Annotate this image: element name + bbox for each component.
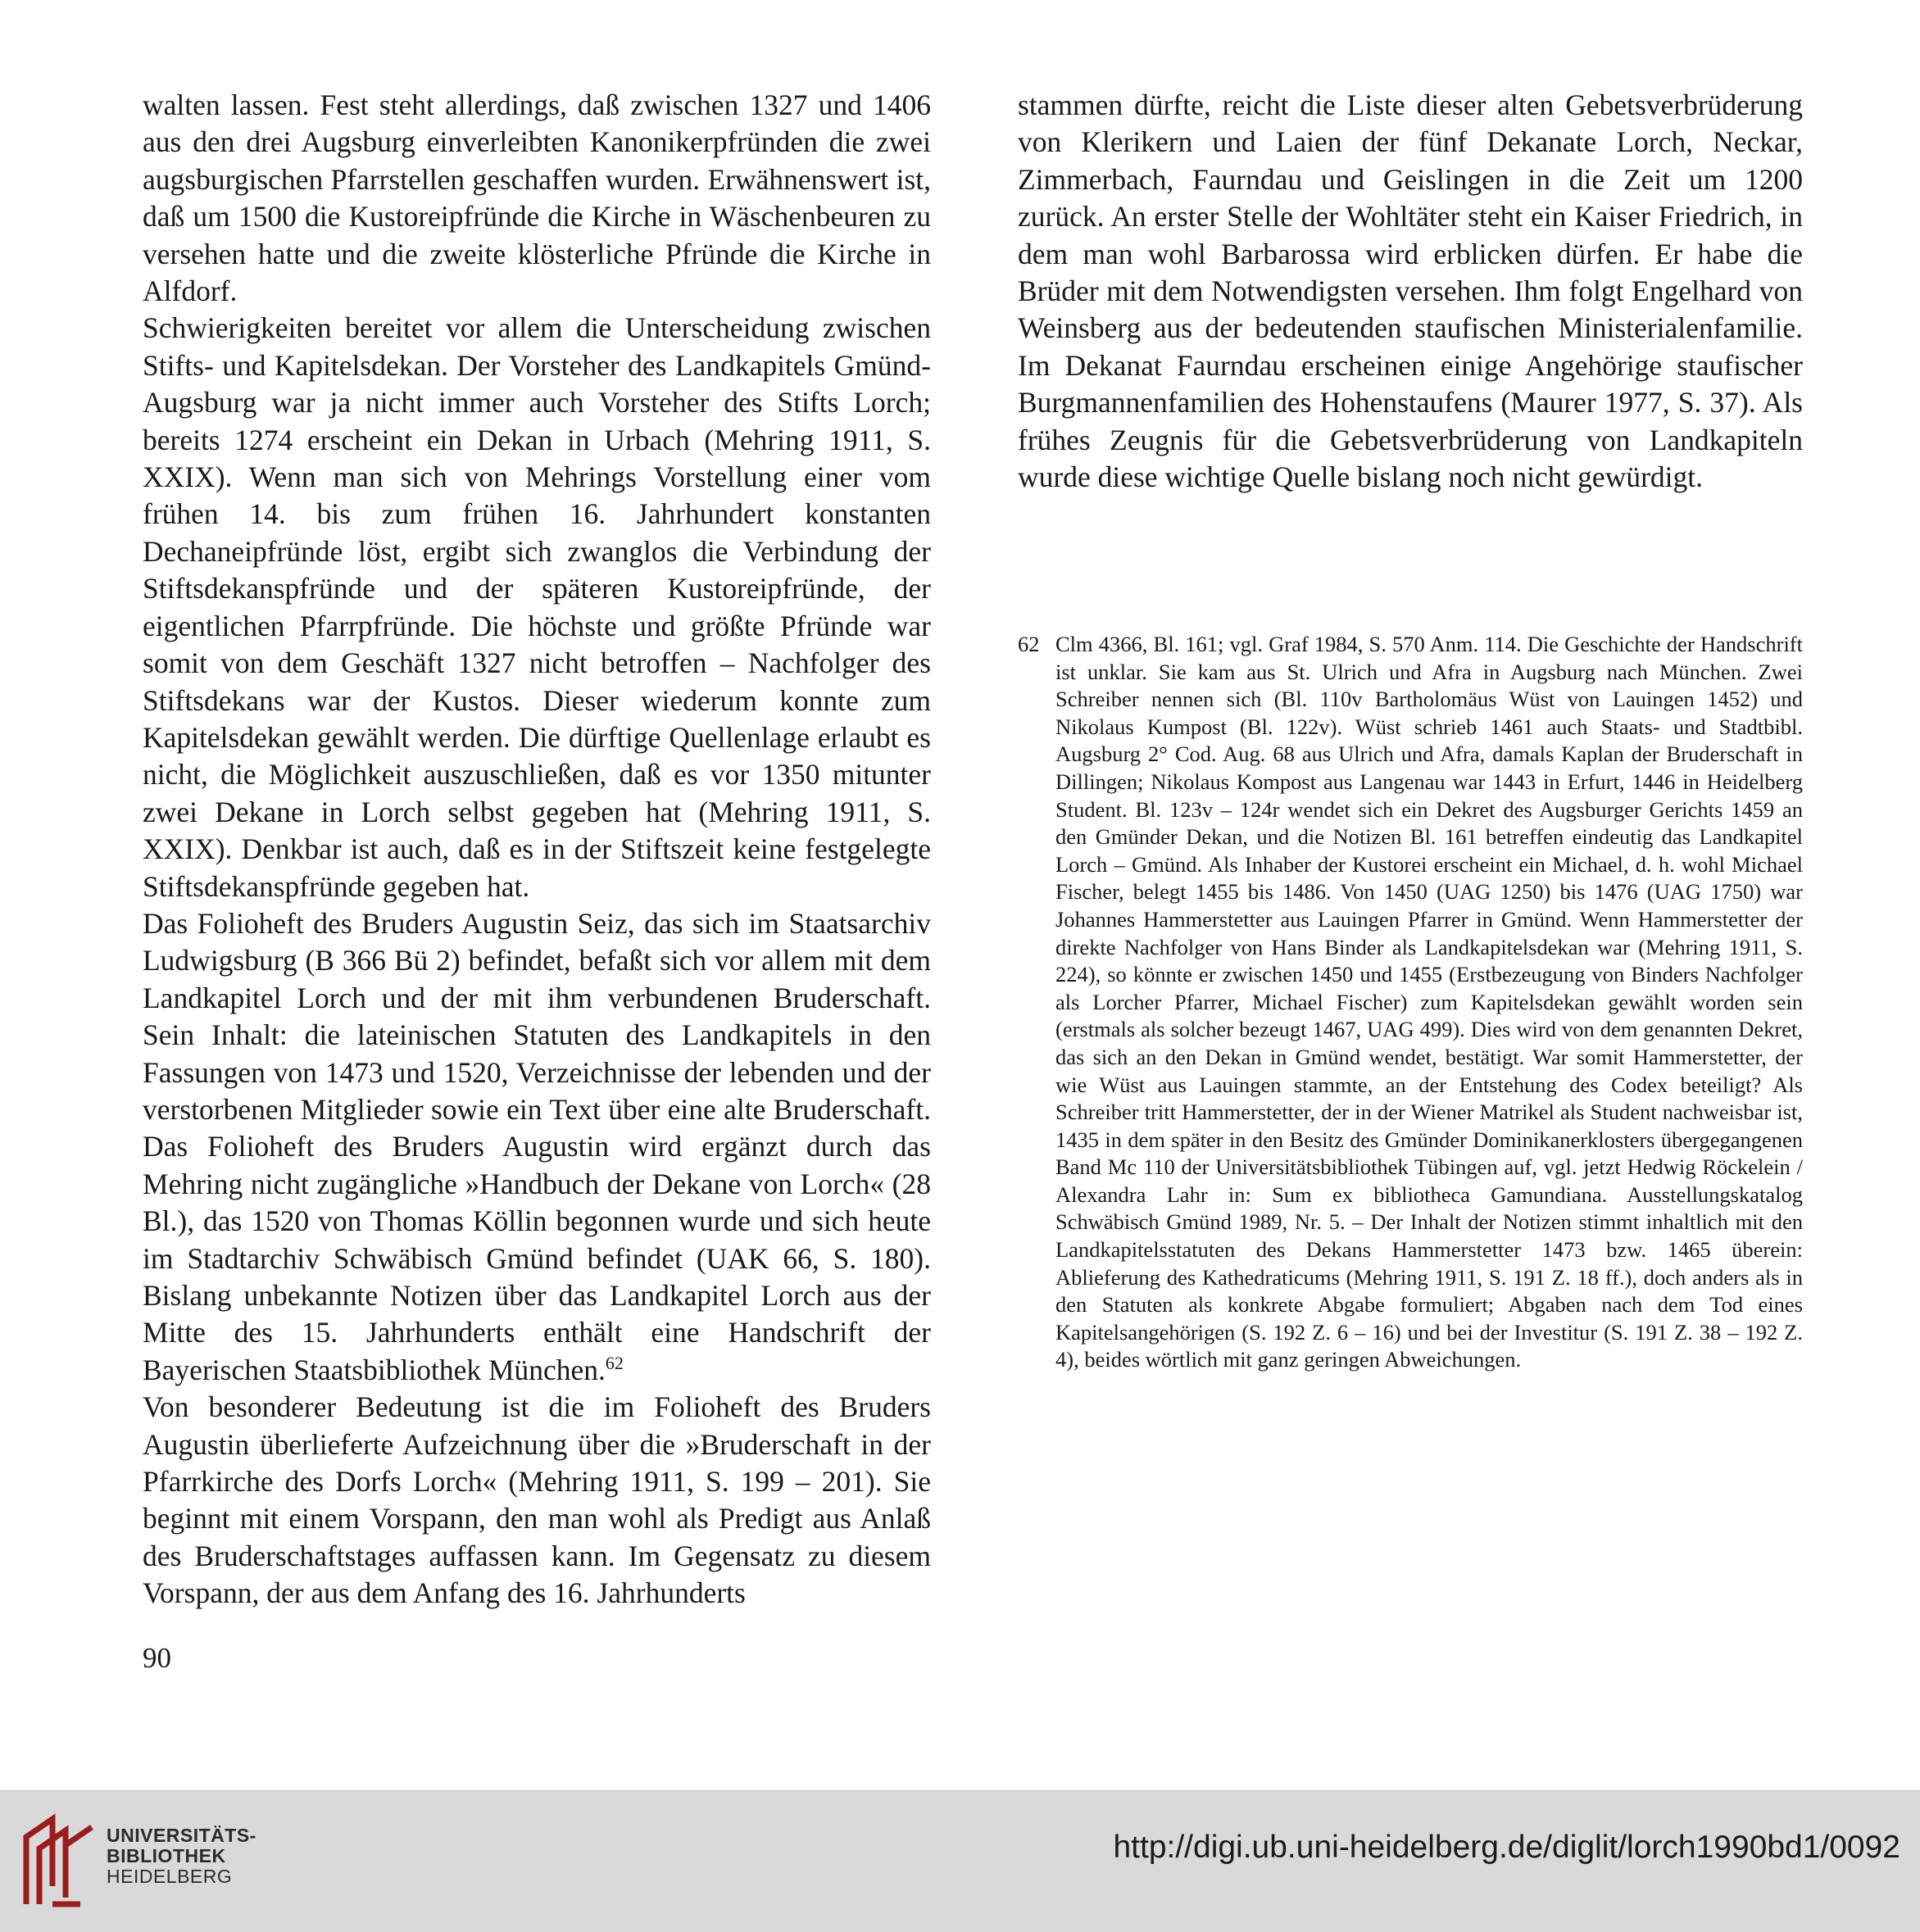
paragraph-text: Das Folioheft des Bruders Augustin Seiz, das sich im Staatsarchiv Ludwigsburg (B 366 Bü 2) befindet, befaßt sich vor allem mit dem Landkapitel Lorch und der mit ihm verbundenen Bruderschaft. Sein Inhalt: die lateinischen Statuten des Landkapitels in den Fassungen von 1473 und 1520, Verzeichnisse der lebenden und der verstorbenen Mitglieder sowie ein Text über eine alte Bruderschaft. Das Folioheft des Bruders Augustin wird ergänzt durch das Mehring nicht zugängliche »Handbuch der Dekane von Lorch« (28 Bl.), das 1520 von Thomas Köllin begonnen wurde und sich heute im Stadtarchiv Schwäbisch Gmünd befindet (UAK 66, S. 180). Bislang unbekannte Notizen über das Landkapitel Lorch aus der Mitte des 15. Jahrhunderts enthält eine Handschrift der Bayerischen Staatsbibliothek München.	[143, 906, 931, 1386]
library-name	[107, 1825, 256, 1887]
left-text-column	[143, 87, 931, 1612]
footnote-number: 62	[1018, 632, 1040, 656]
paragraph	[143, 905, 931, 1389]
paragraph: Von besonderer Bedeutung ist die im Folioheft des Bruders Augustin überlieferte Aufzeichnung über die »Bruderschaft in der Pfarrkirche des Dorfs Lorch« (Mehring 1911, S. 199 – 201). Sie beginnt mit einem Vorspann, den man wohl als Predigt aus Anlaß des Bruderschaftstages auffassen kann. Im Gegensatz zu diesem Vorspann, der aus dem Anfang des 16. Jahrhunderts	[143, 1390, 931, 1610]
footnote	[1018, 631, 1803, 1374]
paragraph: stammen dürfte, reicht die Liste dieser alten Gebetsverbrüderung von Klerikern und Laien der fünf Dekanate Lorch, Neckar, Zimmerbach, Faurndau und Geislingen in die Zeit um 1200 zurück. An erster Stelle der Wohltäter steht ein Kaiser Friedrich, in dem man wohl Barbarossa wird erblicken dürfen. Er habe die Brüder mit dem Notwendigsten versehen. Ihm folgt Engelhard von Weinsberg aus der bedeutenden staufischen Ministerialenfamilie. Im Dekanat Faurndau erscheinen einige Angehörige staufischer Burgmannenfamilien des Hohenstaufens (Maurer 1977, S. 37). Als frühes Zeugnis für die Gebetsverbrüderung von Landkapiteln wurde diese wichtige Quelle bislang noch nicht gewürdigt.	[1018, 88, 1803, 494]
paragraph: walten lassen. Fest steht allerdings, daß zwischen 1327 und 1406 aus den drei Augsburg einverleibten Kanonikerpfründen die zwei augsburgischen Pfarrstellen geschaffen wurden. Erwähnenswert ist, daß um 1500 die Kustoreipfründe die Kirche in Wäschenbeuren zu versehen hatte und die zweite klösterliche Pfründe die Kirche in Alfdorf.	[143, 88, 931, 308]
footnote-text: Clm 4366, Bl. 161; vgl. Graf 1984, S. 570 Anm. 114. Die Geschichte der Handschrift ist unklar. Sie kam aus St. Ulrich und Afra in Augsburg nach München. Zwei Schreiber nennen sich (Bl. 110v Bartholomäus Wüst von Lauingen 1452) und Nikolaus Kumpost (Bl. 122v). Wüst schrieb 1461 auch Staats- und Stadtbibl. Augsburg 2° Cod. Aug. 68 aus Ulrich und Afra, damals Kaplan der Bruderschaft in Dillingen; Nikolaus Kompost aus Langenau war 1443 in Erfurt, 1446 in Heidelberg Student. Bl. 123v – 124r wendet sich ein Dekret des Augsburger Gerichts 1459 an den Gmünder Dekan, und die Notizen Bl. 161 betreffen eindeutig das Landkapitel Lorch – Gmünd. Als Inhaber der Kustorei erscheint ein Michael, d. h. wohl Michael Fischer, belegt 1455 bis 1486. Von 1450 (UAG 1250) bis 1476 (UAG 1750) war Johannes Hammerstetter aus Lauingen Pfarrer in Gmünd. Wenn Hammerstetter der direkte Nachfolger von Hans Binder als Landkapitelsdekan war (Mehring 1911, S. 224), so könnte er zwischen 1450 und 1455 (Erstbezeugung von Binders Nachfolger als Lorcher Pfarrer, Michael Fischer) zum Kapitelsdekan gewählt worden sein (erstmals als solcher bezeugt 1467, UAG 499). Dies wird von dem genannten Dekret, das sich an den Dekan in Gmünd wendet, bestätigt. War somit Hammerstetter, der wie Wüst aus Lauingen stammte, an der Entstehung des Codex beteiligt? Als Schreiber tritt Hammerstetter, der in der Wiener Matrikel als Student nachweisbar ist, 1435 in dem später in den Besitz des Gmünder Dominikanerklosters übergegangenen Band Mc 110 der Universitätsbibliothek Tübingen auf, vgl. jetzt Hedwig Röckelein / Alexandra Lahr in: Sum ex bibliotheca Gamundiana. Ausstellungskatalog Schwäbisch Gmünd 1989, Nr. 5. – Der Inhalt der Notizen stimmt inhaltlich mit den Landkapitelsstatuten des Dekans Hammerstetter 1473 bzw. 1465 überein: Ablieferung des Kathedraticums (Mehring 1911, S. 191 Z. 18 ff.), doch anders als in den Statuten als konkrete Abgabe formuliert; Abgaben nach dem Tod eines Kapitelsangehörigen (S. 192 Z. 6 – 16) und bei der Investitur (S. 191 Z. 38 – 192 Z. 4), beides wörtlich mit ganz geringen Abweichungen.	[1055, 632, 1803, 1372]
library-logo-icon[interactable]	[20, 1812, 98, 1909]
footnote-reference-link[interactable]: 62	[605, 1352, 624, 1373]
source-url-link[interactable]: http://digi.ub.uni-heidelberg.de/diglit/lorch1990bd1/0092	[1113, 1830, 1900, 1865]
paragraph: Schwierigkeiten bereitet vor allem die Unterscheidung zwischen Stifts- und Kapitelsdekan. Der Vorsteher des Landkapitels Gmünd-Augsburg war ja nicht immer auch Vorsteher des Stifts Lorch; bereits 1274 erscheint ein Dekan in Urbach (Mehring 1911, S. XXIX). Wenn man sich von Mehrings Vorstellung einer vom frühen 14. bis zum frühen 16. Jahrhundert konstanten Dechaneipfründe löst, ergibt sich zwanglos die Verbindung der Stiftsdekanspfründe und der späteren Kustoreipfründe, der eigentlichen Pfarrpfründe. Die höchste und größte Pfründe war somit von dem Geschäft 1327 nicht betroffen – Nachfolger des Stiftsdekans war der Kustos. Dieser wiederum konnte zum Kapitelsdekan gewählt werden. Die dürftige Quellenlage erlaubt es nicht, die Möglichkeit auszuschließen, daß es vor 1350 mitunter zwei Dekane in Lorch selbst gegeben hat (Mehring 1911, S. XXIX). Denkbar ist auch, daß es in der Stiftszeit keine festgelegte Stiftsdekanspfründe gegeben hat.	[143, 311, 931, 903]
library-name-line: UNIVERSITÄTS-	[107, 1825, 256, 1846]
library-name-line: BIBLIOTHEK	[107, 1845, 226, 1866]
footer-bar	[0, 1790, 1920, 1932]
library-name-line: HEIDELBERG	[107, 1866, 233, 1887]
right-text-column	[1018, 87, 1803, 496]
page-number: 90	[143, 1642, 171, 1674]
